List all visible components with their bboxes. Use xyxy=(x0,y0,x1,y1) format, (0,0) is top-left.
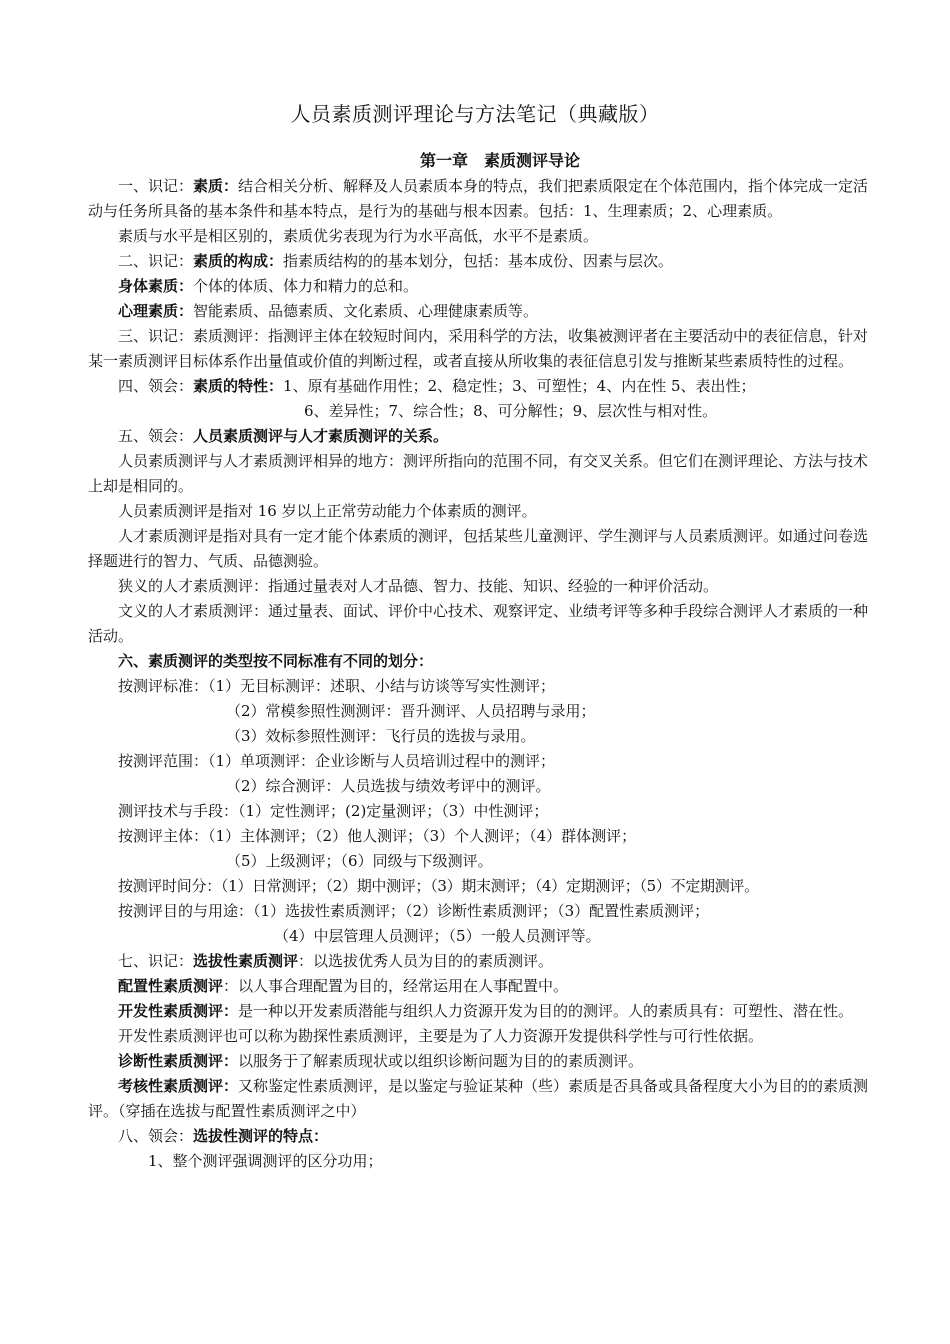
paragraph: 按测评标准：（1）无目标测评：述职、小结与访谈等写实性测评； xyxy=(118,677,556,695)
paragraph: 按测评目的与用途：（1）选拔性素质测评；（2）诊断性素质测评；（3）配置性素质测评； xyxy=(118,902,710,920)
paragraph: 人员素质测评与人才素质测评相异的地方：测评所指向的范围不同，有交叉关系。但它们在测评理论、方法与技术上却是相同的。 xyxy=(88,452,869,495)
paragraph: 按测评主体：（1）主体测评；（2）他人测评；（3）个人测评；（4）群体测评； xyxy=(118,827,637,845)
paragraph: 四、领会：素质的特性：1、原有基础作用性；2、稳定性；3、可塑性；4、内在性 5、表出性； xyxy=(118,377,756,395)
paragraph: 五、领会：人员素质测评与人才素质测评的关系。 xyxy=(118,427,449,445)
paragraph: （2）综合测评：人员选拔与绩效考评中的测评。 xyxy=(226,777,551,795)
paragraph: 一、识记：素质：结合相关分析、解释及人员素质本身的特点，我们把素质限定在个体范围内，指个体完成一定活动与任务所具备的基本条件和基本特点，是行为的基础与根本因素。包括：1、生理素质；2、心理素质。 xyxy=(88,177,869,220)
paragraph: 配置性素质测评：以人事合理配置为目的，经常运用在人事配置中。 xyxy=(118,977,569,995)
paragraph: 按测评时间分：（1）日常测评；（2）期中测评；（3）期末测评；（4）定期测评；（5）不定期测评。 xyxy=(118,877,759,895)
paragraph: 身体素质：个体的体质、体力和精力的总和。 xyxy=(118,277,419,295)
paragraph: 1、整个测评强调测评的区分功用； xyxy=(148,1152,383,1170)
paragraph: 心理素质：智能素质、品德素质、文化素质、心理健康素质等。 xyxy=(118,302,539,320)
paragraph: 6、差异性；7、综合性；8、可分解性；9、层次性与相对性。 xyxy=(304,402,718,420)
paragraph: 狭义的人才素质测评：指通过量表对人才品德、智力、技能、知识、经验的一种评价活动。 xyxy=(118,577,719,595)
document-body xyxy=(88,174,878,1174)
paragraph: 人员素质测评是指对 16 岁以上正常劳动能力个体素质的测评。 xyxy=(118,502,537,520)
paragraph: 人才素质测评是指对具有一定才能个体素质的测评，包括某些儿童测评、学生测评与人员素质测评。如通过问卷选择题进行的智力、气质、品德测验。 xyxy=(88,527,869,570)
paragraph: 七、识记：选拔性素质测评：以选拔优秀人员为目的的素质测评。 xyxy=(118,952,554,970)
document-title: 人员素质测评理论与方法笔记（典藏版） xyxy=(290,102,660,126)
paragraph: 诊断性素质测评：以服务于了解素质现状或以组织诊断问题为目的的素质测评。 xyxy=(118,1052,644,1070)
paragraph: （5）上级测评；（6）同级与下级测评。 xyxy=(226,852,493,870)
paragraph: 开发性素质测评也可以称为勘探性素质测评，主要是为了人力资源开发提供科学性与可行性依据。 xyxy=(118,1027,764,1045)
paragraph: 素质与水平是相区别的，素质优劣表现为行为水平高低，水平不是素质。 xyxy=(118,227,599,245)
paragraph: （3）效标参照性测评：飞行员的选拔与录用。 xyxy=(226,727,536,745)
chapter-heading: 第一章 素质测评导论 xyxy=(419,151,580,170)
paragraph: （2）常模参照性测测评：晋升测评、人员招聘与录用； xyxy=(226,702,596,720)
paragraph: 六、素质测评的类型按不同标准有不同的划分： xyxy=(118,652,434,670)
paragraph: 八、领会：选拔性测评的特点： xyxy=(118,1127,329,1145)
paragraph: （4）中层管理人员测评；（5）一般人员测评等。 xyxy=(274,927,601,945)
paragraph: 考核性素质测评：又称鉴定性素质测评，是以鉴定与验证某种（些）素质是否具备或具备程度大小为目的的素质测评。（穿插在选拔与配置性素质测评之中） xyxy=(88,1077,869,1120)
paragraph: 开发性素质测评：是一种以开发素质潜能与组织人力资源开发为目的的测评。人的素质具有：可塑性、潜在性。 xyxy=(118,1002,854,1020)
paragraph: 按测评范围：（1）单项测评：企业诊断与人员培训过程中的测评； xyxy=(118,752,556,770)
paragraph: 测评技术与手段：（1）定性测评；(2)定量测评；（3）中性测评； xyxy=(118,802,549,820)
paragraph: 三、识记：素质测评：指测评主体在较短时间内，采用科学的方法，收集被测评者在主要活动中的表征信息，针对某一素质测评目标体系作出量值或价值的判断过程，或者直接从所收集的表征信息引发与推断某些素质特性的过程。 xyxy=(88,327,869,370)
paragraph: 二、识记：素质的构成：指素质结构的的基本划分，包括：基本成份、因素与层次。 xyxy=(118,252,674,270)
paragraph: 文义的人才素质测评：通过量表、面试、评价中心技术、观察评定、业绩考评等多种手段综合测评人才素质的一种活动。 xyxy=(88,602,869,645)
